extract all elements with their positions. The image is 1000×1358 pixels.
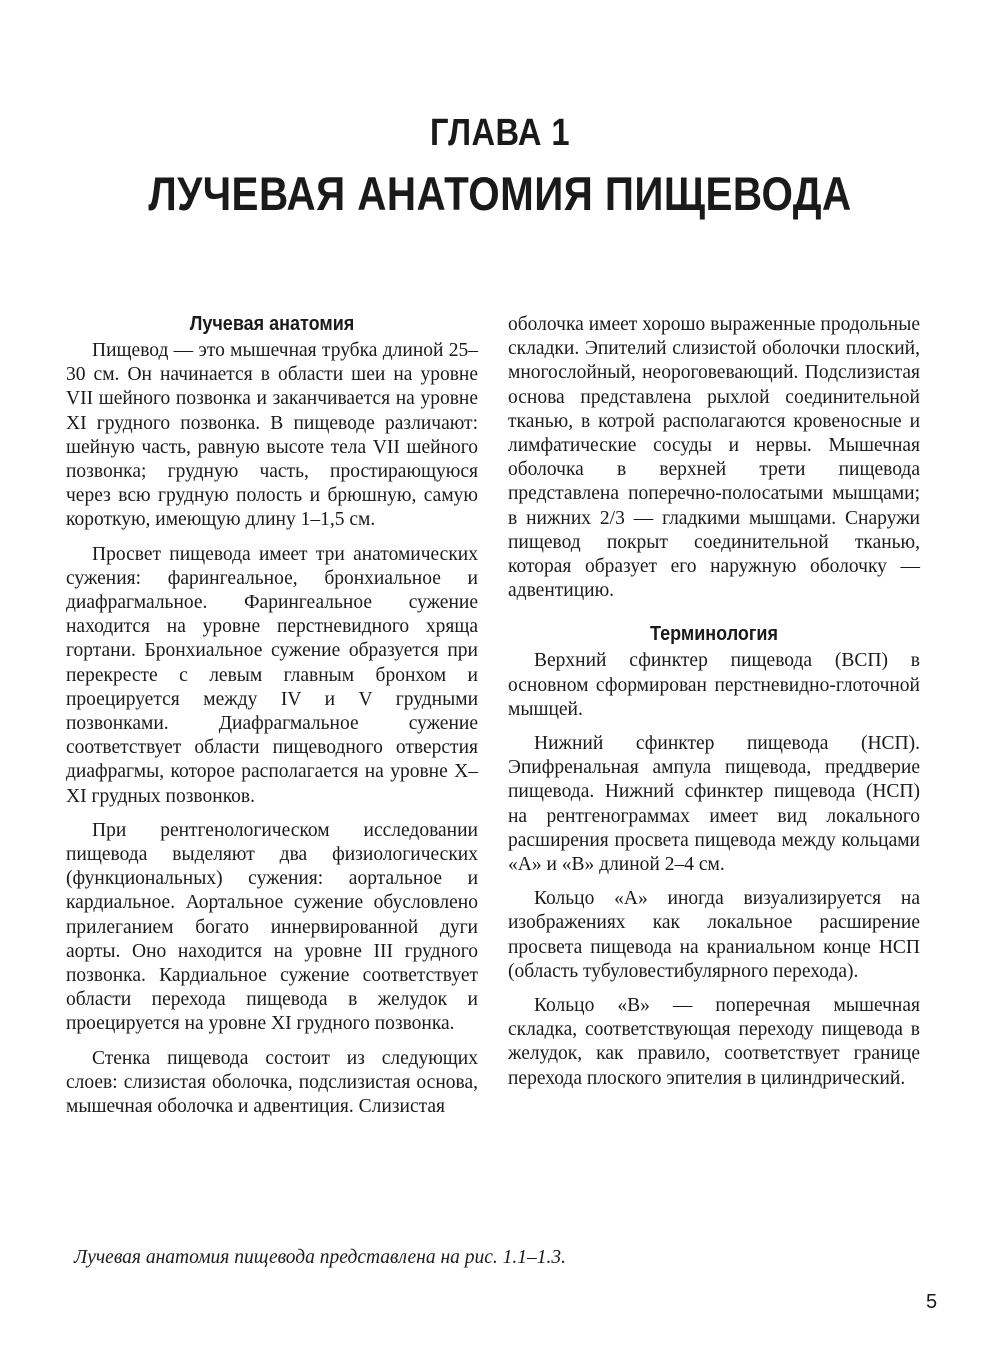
left-column [66, 311, 478, 1129]
paragraph: Просвет пищевода имеет три анатомических сужения: фарингеальное, бронхиальное и диафрагмальное. Фарингеальное сужение находится на уровне перстневидного хряща гортани. Бронхиальное сужение образуется при перекресте с левым главным бронхом и проецируется между IV и V грудными позвонками. Диафрагмальное сужение соответствует области пищеводного отверстия диафрагмы, которое располагается на уровне X–XI грудных позвонков. [66, 543, 478, 807]
paragraph: Стенка пищевода состоит из следующих слоев: слизистая оболочка, подслизистая основа, мышечная оболочка и адвентиция. Слизистая [66, 1047, 478, 1118]
paragraph: Кольцо «В» — поперечная мышечная складка, соответствующая переходу пищевода в желудок, как правило, соответствует границе перехода плоского эпителия в цилиндрический. [508, 995, 920, 1089]
paragraph-continuation: оболочка имеет хорошо выраженные продольные складки. Эпителий слизистой оболочки плоский, многослойный, неороговевающий. Подслизистая основа представлена рыхлой соединительной тканью, в котрой располагаются кровеносные и лимфатические сосуды и нервы. Мышечная оболочка в верхней трети пищевода представлена поперечно-полосатыми мышцами; в нижних 2/3 — гладкими мышцами. Снаружи пищевод покрыт соединительной тканью, которая образует его наружную оболочку — адвентицию. [508, 314, 920, 602]
chapter-title: ЛУЧЕВАЯ АНАТОМИЯ ПИЩЕВОДА [148, 167, 852, 220]
section-heading-anatomy: Лучевая анатомия [189, 313, 355, 335]
paragraph: Нижний сфинктер пищевода (НСП). Эпифренальная ампула пищевода, преддверие пищевода. Нижний сфинктер пищевода (НСП) на рентгенограммах имеет вид локального расширения просвета пищевода между кольцами «А» и «В» длиной 2–4 см. [508, 733, 920, 876]
paragraph: Кольцо «А» иногда визуализируется на изображениях как локальное расширение просвета пищевода на краниальном конце НСП (область тубуловестибулярного перехода). [508, 888, 920, 982]
figure-reference-note: Лучевая анатомия пищевода представлена на рис. 1.1–1.3. [74, 1247, 567, 1268]
page-number: 5 [926, 1291, 938, 1313]
section-heading-terminology: Терминология [650, 623, 778, 646]
paragraph: Пищевод — это мышечная трубка длиной 25–30 см. Он начинается в области шеи на уровне VII шейного позвонка и заканчивается на уровне XI грудного позвонка. В пищеводе различают: шейную часть, равную высоте тела VII шейного позвонка; грудную часть, простирающуюся через всю грудную полость и брюшную, самую короткую, имеющую длину 1–1,5 см. [66, 340, 478, 531]
right-column [508, 313, 920, 1101]
paragraph: Верхний сфинктер пищевода (ВСП) в основном сформирован перстневидно-глоточной мышцей. [508, 650, 920, 720]
paragraph: При рентгенологическом исследовании пищевода выделяют два физиологических (функциональных) сужения: аортальное и кардиальное. Аортальное сужение обусловлено прилеганием богато иннервированной дуги аорты. Оно находится на уровне III грудного позвонка. Кардиальное сужение соответствует области перехода пищевода в желудок и проецируется на уровне XI грудного позвонка. [66, 819, 478, 1035]
chapter-label: ГЛАВА 1 [429, 112, 571, 154]
